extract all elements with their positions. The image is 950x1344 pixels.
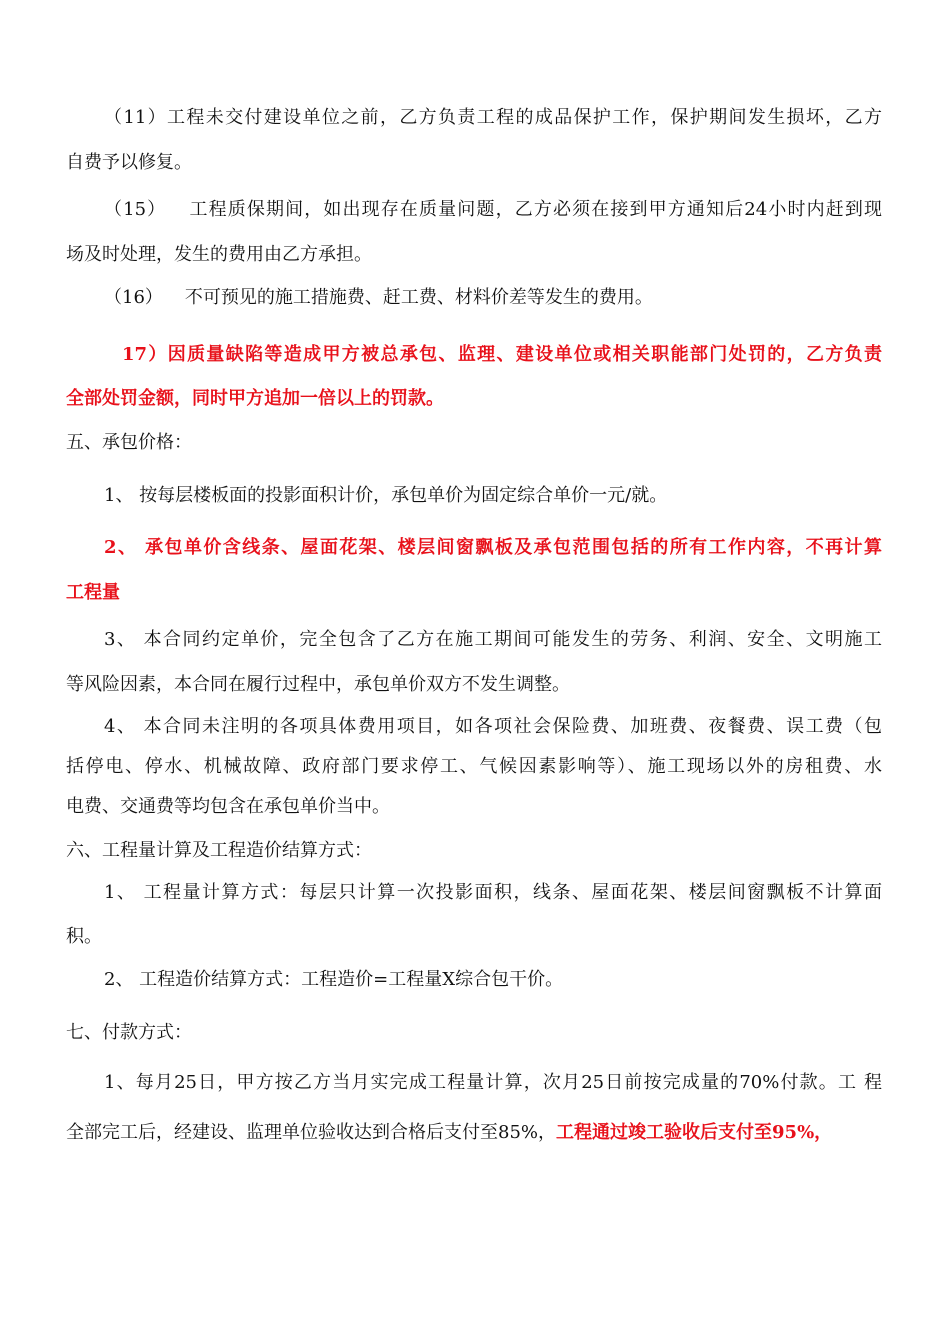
item-15-text: 工程质保期间，如出现存在质量问题，乙方必须在接到甲方通知后24小时内赶到现 <box>188 199 883 220</box>
section-5-para-2-line-2: 工程量 <box>66 582 120 603</box>
item-16-text: 不可预见的施工措施费、赶工费、材料价差等发生的费用。 <box>184 287 653 308</box>
section-5-para-4-line-3: 电费、交通费等均包含在承包单价当中。 <box>66 796 390 817</box>
section-7-heading: 七、付款方式： <box>66 1022 192 1043</box>
section-5-para-3-line-2: 等风险因素，本合同在履行过程中，承包单价双方不发生调整。 <box>66 674 570 695</box>
item-16-label: （16） <box>104 287 163 308</box>
section-6-para-2: 2、 工程造价结算方式：工程造价=工程量X综合包干价。 <box>104 969 564 990</box>
section-7-para-1-text: 全部完工后，经建设、监理单位验收达到合格后支付至85%， <box>66 1122 557 1143</box>
item-11-line-2: 自费予以修复。 <box>66 152 192 173</box>
section-5-para-3-line-1: 3、 本合同约定单价，完全包含了乙方在施工期间可能发生的劳务、利润、安全、文明施工 <box>104 629 882 650</box>
section-5-para-2-line-1: 2、 承包单价含线条、屋面花架、楼层间窗飘板及承包范围包括的所有工作内容，不再计算 <box>104 537 882 558</box>
section-7-para-1-line-1: 1、每月25日，甲方按乙方当月实完成工程量计算，次月25日前按完成量的70%付款。工 程 <box>104 1072 882 1093</box>
section-7-para-1-line-2 <box>66 1121 882 1145</box>
section-5-heading: 五、承包价格： <box>66 432 192 453</box>
item-17-line-1: 17）因质量缺陷等造成甲方被总承包、监理、建设单位或相关职能部门处罚的，乙方负责 <box>122 344 882 365</box>
section-5-para-4-line-2: 括停电、停水、机械故障、政府部门要求停工、气候因素影响等）、施工现场以外的房租费、水 <box>66 756 882 777</box>
item-16-line <box>104 286 882 310</box>
section-6-para-1-line-1: 1、 工程量计算方式：每层只计算一次投影面积，线条、屋面花架、楼层间窗飘板不计算面 <box>104 882 882 903</box>
item-11-line-1: （11）工程未交付建设单位之前，乙方负责工程的成品保护工作，保护期间发生损坏，乙方 <box>104 107 882 128</box>
section-6-heading: 六、工程量计算及工程造价结算方式： <box>66 840 372 861</box>
section-5-para-4-line-1: 4、 本合同未注明的各项具体费用项目，如各项社会保险费、加班费、夜餐费、误工费（包 <box>104 716 882 737</box>
section-6-para-1-line-2: 积。 <box>66 926 102 947</box>
item-17-line-2: 全部处罚金额，同时甲方追加一倍以上的罚款。 <box>66 388 444 409</box>
item-15-line-1 <box>104 198 882 222</box>
item-15-label: （15） <box>104 199 167 220</box>
section-5-para-1: 1、 按每层楼板面的投影面积计价，承包单价为固定综合单价一元/就。 <box>104 485 668 506</box>
section-7-para-1-highlight: 工程通过竣工验收后支付至95%， <box>556 1122 833 1143</box>
item-15-line-2: 场及时处理，发生的费用由乙方承担。 <box>66 244 372 265</box>
